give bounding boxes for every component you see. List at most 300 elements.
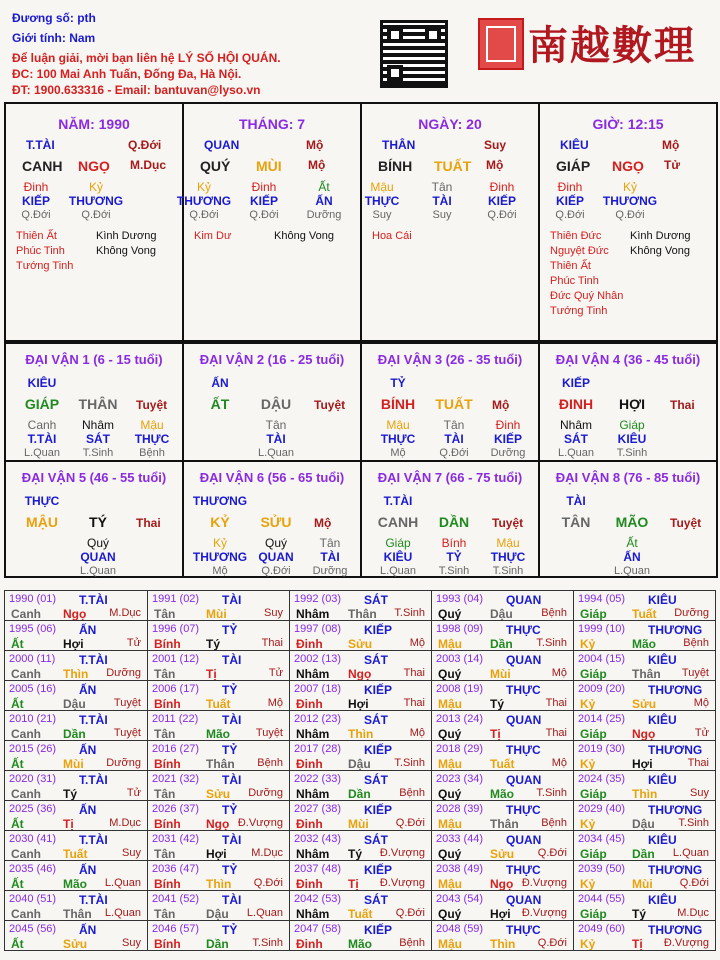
year-label: 2029 (40) — [578, 803, 626, 815]
hidden-stem: Mậu — [140, 418, 164, 432]
earthly-branch: Mùi — [63, 757, 84, 771]
hidden-ten-god: TÀI — [432, 194, 452, 208]
contact: ĐT: 1900.633316 - Email: bantuvan@lyso.vn — [12, 83, 261, 97]
earthly-branch: Tý — [348, 847, 363, 861]
heavenly-stem: Đinh — [296, 817, 323, 831]
address: ĐC: 100 Mai Anh Tuấn, Đống Đa, Hà Nội. — [12, 67, 242, 81]
pillar-title: GIỜ: 12:15 — [592, 116, 664, 132]
earthly-branch: Dần — [632, 847, 655, 861]
year-cell[interactable] — [431, 830, 574, 861]
owner-name: Đương số: pth — [12, 11, 96, 25]
year-cell[interactable] — [4, 650, 148, 681]
ten-god-star: ẤN — [79, 923, 97, 937]
year-cell[interactable] — [573, 890, 716, 921]
year-label: 2027 (38) — [294, 803, 342, 815]
dai-van-cell[interactable] — [182, 460, 362, 578]
year-cell[interactable] — [289, 770, 432, 801]
shen-sha: Đức Quý Nhân — [550, 290, 624, 302]
earthly-branch: Mão — [63, 877, 87, 891]
ten-god-star: TỶ — [390, 376, 406, 390]
hidden-stem: Kỷ — [196, 180, 212, 194]
life-stage: Thai — [136, 516, 161, 530]
hidden-stage: Q.Đới — [81, 209, 111, 221]
life-stage: Mộ — [409, 637, 425, 649]
year-label: 1997 (08) — [294, 623, 342, 635]
heavenly-stem: Nhâm — [296, 607, 330, 621]
year-cell[interactable] — [573, 860, 716, 891]
ten-god-star: KIẾP — [364, 743, 393, 757]
hidden-ten-god: THƯƠNG — [176, 194, 232, 208]
life-stage: L.Quan — [104, 877, 141, 889]
ten-god-star: KIÊU — [648, 833, 677, 847]
year-label: 1992 (03) — [294, 593, 342, 605]
year-label: 2001 (12) — [152, 653, 200, 665]
dai-van-cell[interactable] — [360, 460, 540, 578]
heavenly-stem: Tân — [154, 607, 176, 621]
hidden-stage: Mộ — [390, 447, 406, 459]
hidden-stem: Tân — [443, 418, 465, 432]
heavenly-stem: Tân — [154, 727, 176, 741]
year-label: 2025 (36) — [9, 803, 57, 815]
ten-god-star: TÀI — [222, 653, 242, 667]
heavenly-stem: Bính — [154, 817, 181, 831]
hidden-stem: Nhâm — [81, 418, 115, 432]
year-cell[interactable] — [4, 830, 148, 861]
ten-god-star: TỶ — [222, 803, 238, 817]
ten-god-star: THÂN — [382, 138, 416, 152]
year-cell[interactable] — [431, 860, 574, 891]
hidden-ten-god: QUAN — [258, 550, 294, 564]
hidden-stage: Q.Đới — [555, 209, 585, 221]
year-label: 2008 (19) — [436, 683, 484, 695]
year-label: 2005 (16) — [9, 683, 57, 695]
year-cell[interactable] — [573, 710, 716, 741]
heavenly-stem: Đinh — [296, 757, 323, 771]
hidden-ten-god: T.TÀI — [27, 432, 57, 446]
year-cell[interactable] — [573, 830, 716, 861]
year-cell[interactable] — [147, 620, 290, 651]
year-label: 1996 (07) — [152, 623, 200, 635]
year-cell[interactable] — [4, 860, 148, 891]
year-cell[interactable] — [431, 920, 574, 951]
earthly-branch: Thìn — [348, 727, 374, 741]
hidden-ten-god: THỰC — [134, 432, 170, 446]
year-cell[interactable] — [289, 830, 432, 861]
hidden-ten-god: KIẾP — [493, 432, 523, 446]
ten-god-star: TỶ — [222, 743, 238, 757]
year-cell[interactable] — [431, 590, 574, 621]
heavenly-stem: Giáp — [580, 907, 607, 921]
hidden-ten-god: KIÊU — [383, 550, 413, 564]
year-cell[interactable] — [431, 620, 574, 651]
earthly-branch: Tý — [63, 787, 78, 801]
year-cell[interactable] — [431, 800, 574, 831]
heavenly-stem: Mậu — [438, 877, 462, 891]
dai-van-title: ĐẠI VẬN 8 (76 - 85 tuổi) — [555, 470, 701, 485]
year-cell[interactable] — [573, 620, 716, 651]
ten-god-star: ẤN — [79, 623, 97, 637]
earthly-branch: Hợi — [63, 637, 84, 651]
hidden-stage: L.Quan — [257, 447, 295, 459]
earthly-branch: Thìn — [632, 787, 658, 801]
ten-god-star: KIÊU — [648, 893, 677, 907]
ten-god-star: QUAN — [506, 713, 542, 727]
ten-god-star: KIẾP — [364, 683, 393, 697]
year-cell[interactable] — [147, 830, 290, 861]
hidden-ten-god: THỰC — [380, 432, 416, 446]
heavenly-stem: Canh — [11, 787, 41, 801]
life-stage: M.Dục — [677, 907, 709, 919]
heavenly-stem: ẤT — [210, 396, 230, 412]
year-cell[interactable] — [289, 800, 432, 831]
dai-van-cell[interactable] — [4, 342, 184, 462]
year-label: 2011 (22) — [152, 713, 199, 725]
year-cell[interactable] — [573, 770, 716, 801]
earthly-branch: Ngọ — [348, 667, 372, 681]
year-cell[interactable] — [147, 920, 290, 951]
hidden-ten-god: SÁT — [564, 432, 588, 446]
hidden-ten-god: TỶ — [446, 550, 462, 564]
ten-god-star: KIẾP — [561, 376, 591, 390]
ten-god-star: T.TÀI — [79, 713, 108, 727]
year-cell[interactable] — [573, 800, 716, 831]
earthly-branch: NGỌ — [612, 158, 644, 174]
year-cell[interactable] — [147, 860, 290, 891]
shen-sha: Không Vong — [274, 230, 334, 242]
heavenly-stem: Canh — [11, 847, 41, 861]
earthly-branch: Tị — [632, 937, 643, 951]
year-cell[interactable] — [4, 770, 148, 801]
heavenly-stem: Bính — [154, 937, 181, 951]
year-cell[interactable] — [289, 740, 432, 771]
year-cell[interactable] — [289, 890, 432, 921]
earthly-branch: TUẤT — [435, 396, 473, 412]
earthly-branch: Mùi — [206, 607, 227, 621]
dai-van-cell[interactable] — [538, 460, 718, 578]
hidden-stage: Q.Đới — [21, 209, 51, 221]
earthly-branch: Mão — [490, 787, 514, 801]
hidden-stem: Tân — [265, 418, 287, 432]
ten-god-star: THƯƠNG — [648, 923, 703, 937]
hidden-stem: Đinh — [495, 418, 521, 432]
heavenly-stem: Ất — [11, 817, 24, 831]
year-label: 2043 (54) — [436, 893, 484, 905]
qr-code-icon[interactable] — [380, 20, 448, 88]
ten-god-star: T.TÀI — [383, 494, 413, 508]
shen-sha: Hoa Cái — [372, 230, 412, 242]
ten-god-star: KIÊU — [648, 593, 677, 607]
ten-god-star: T.TÀI — [79, 593, 108, 607]
earthly-branch: Mùi — [490, 667, 511, 681]
shen-sha: Kình Dương — [96, 230, 157, 242]
ten-god-star: QUAN — [506, 593, 542, 607]
heavenly-stem: Nhâm — [296, 727, 330, 741]
life-stage: Thai — [545, 697, 567, 709]
year-cell[interactable] — [147, 710, 290, 741]
hidden-ten-god: THƯƠNG — [192, 550, 248, 564]
year-label: 2037 (48) — [294, 863, 342, 875]
heavenly-stem: Tân — [154, 787, 176, 801]
life-stage: Suy — [690, 787, 709, 799]
year-cell[interactable] — [4, 590, 148, 621]
life-stage: L.Quan — [104, 907, 141, 919]
year-cell[interactable] — [4, 740, 148, 771]
hidden-ten-god: TÀI — [266, 432, 286, 446]
life-stage: Mộ — [409, 727, 425, 739]
year-cell[interactable] — [289, 680, 432, 711]
year-cell[interactable] — [431, 740, 574, 771]
life-stage: Dưỡng — [248, 787, 283, 799]
year-cell[interactable] — [573, 650, 716, 681]
year-cell[interactable] — [147, 890, 290, 921]
hidden-ten-god: KIẾP — [249, 194, 279, 208]
heavenly-stem: Quý — [438, 787, 462, 801]
year-cell[interactable] — [431, 890, 574, 921]
ten-god-star: SÁT — [364, 893, 388, 907]
earthly-branch: Sửu — [348, 637, 373, 651]
year-cell[interactable] — [4, 920, 148, 951]
year-cell[interactable] — [289, 860, 432, 891]
ten-god-star: KIÊU — [648, 773, 677, 787]
year-cell[interactable] — [431, 680, 574, 711]
shen-sha: Tướng Tinh — [550, 305, 608, 317]
heavenly-stem: Nhâm — [296, 847, 330, 861]
year-label: 2004 (15) — [578, 653, 626, 665]
shen-sha: Phúc Tinh — [550, 275, 599, 287]
year-cell[interactable] — [147, 800, 290, 831]
year-cell[interactable] — [289, 920, 432, 951]
year-label: 2013 (24) — [436, 713, 484, 725]
year-cell[interactable] — [573, 680, 716, 711]
life-stage: Tuyệt — [670, 516, 702, 530]
hidden-stage: L.Quan — [379, 565, 417, 577]
hidden-stem: Ất — [318, 180, 330, 194]
heavenly-stem: BÍNH — [380, 396, 416, 412]
ten-god-right: Mộ — [662, 138, 680, 152]
hidden-stem: Giáp — [385, 536, 411, 550]
ten-god-star: TÀI — [222, 893, 242, 907]
heavenly-stem: Giáp — [580, 787, 607, 801]
year-cell[interactable] — [4, 800, 148, 831]
hidden-stage: Q.Đới — [615, 209, 645, 221]
life-stage: Mộ — [267, 697, 283, 709]
life-stage: Mộ — [551, 757, 567, 769]
ten-god-star: THỰC — [506, 923, 541, 937]
shen-sha: Kình Dương — [630, 230, 691, 242]
pillar-title: THÁNG: 7 — [238, 116, 306, 132]
earthly-branch: Thìn — [63, 667, 89, 681]
year-label: 1990 (01) — [9, 593, 57, 605]
heavenly-stem: Nhâm — [296, 667, 330, 681]
ten-god-right: Suy — [484, 138, 507, 152]
hidden-stem: Bính — [441, 536, 467, 550]
hidden-stem: Mậu — [370, 180, 394, 194]
pillar-cell — [176, 102, 362, 342]
ten-god-star: QUAN — [506, 893, 542, 907]
shen-sha: Tướng Tinh — [16, 260, 74, 272]
heavenly-stem: Đinh — [296, 877, 323, 891]
hidden-stage: L.Quan — [613, 565, 651, 577]
year-cell[interactable] — [4, 890, 148, 921]
life-stage: Suy — [122, 847, 141, 859]
dai-van-cell[interactable] — [182, 342, 362, 462]
hidden-ten-god: THỰC — [364, 194, 400, 208]
earthly-branch: Thân — [490, 817, 519, 831]
year-cell[interactable] — [431, 710, 574, 741]
earthly-branch: HỢI — [619, 396, 645, 412]
gender: Giới tính: Nam — [12, 31, 96, 45]
year-cell[interactable] — [573, 920, 716, 951]
year-label: 2048 (59) — [436, 923, 484, 935]
life-stage: Tử — [664, 158, 681, 172]
shen-sha: Phúc Tinh — [16, 245, 65, 257]
life-stage: Thai — [403, 697, 425, 709]
earthly-branch: Tý — [206, 637, 221, 651]
earthly-branch: Tuất — [632, 607, 657, 621]
year-cell[interactable] — [147, 740, 290, 771]
year-label: 2018 (29) — [436, 743, 484, 755]
life-stage: Tử — [126, 787, 141, 799]
heavenly-stem: Mậu — [438, 817, 462, 831]
life-stage: Bệnh — [541, 817, 567, 829]
earthly-branch: Tuất — [63, 847, 88, 861]
hidden-ten-god: SÁT — [86, 432, 110, 446]
ten-god-star: SÁT — [364, 713, 388, 727]
earthly-branch: TÝ — [89, 514, 107, 530]
ten-god-star: QUAN — [506, 773, 542, 787]
life-stage: Bệnh — [541, 607, 567, 619]
earthly-branch: Tuất — [348, 907, 373, 921]
ten-god-star: TỶ — [222, 683, 238, 697]
ten-god-star: TÀI — [222, 713, 242, 727]
logo-text: 南越數理 — [528, 22, 696, 69]
heavenly-stem: Kỷ — [580, 817, 596, 831]
life-stage: Tuyệt — [113, 697, 141, 709]
year-cell[interactable] — [4, 620, 148, 651]
year-cell[interactable] — [289, 710, 432, 741]
hidden-stem: Giáp — [619, 418, 645, 432]
heavenly-stem: Nhâm — [296, 787, 330, 801]
earthly-branch: Tị — [490, 727, 501, 741]
year-label: 2015 (26) — [9, 743, 57, 755]
heavenly-stem: Mậu — [438, 757, 462, 771]
ten-god-star: TỶ — [222, 923, 238, 937]
hidden-stage: T.Sinh — [616, 447, 648, 459]
heavenly-stem: Mậu — [438, 697, 462, 711]
year-cell[interactable] — [573, 590, 716, 621]
pillar-title: NĂM: 1990 — [58, 116, 130, 132]
hidden-ten-god: THƯƠNG — [602, 194, 658, 208]
heavenly-stem: Ất — [11, 757, 24, 771]
year-cell[interactable] — [147, 590, 290, 621]
life-stage: Thai — [261, 637, 283, 649]
ten-god-star: TÀI — [222, 593, 242, 607]
hidden-stem: Quý — [86, 536, 110, 550]
life-stage: Mộ — [551, 667, 567, 679]
year-cell[interactable] — [289, 620, 432, 651]
year-label: 2002 (13) — [294, 653, 342, 665]
year-cell[interactable] — [147, 650, 290, 681]
year-label: 2028 (39) — [436, 803, 484, 815]
hidden-stem: Mậu — [386, 418, 410, 432]
life-stage: T.Sinh — [394, 607, 425, 619]
year-label: 2009 (20) — [578, 683, 626, 695]
heavenly-stem: Kỷ — [580, 877, 596, 891]
earthly-branch: MÙI — [256, 158, 282, 174]
life-stage: Thai — [545, 727, 567, 739]
earthly-branch: NGỌ — [78, 158, 110, 174]
earthly-branch: Sửu — [206, 787, 231, 801]
shen-sha: Thiên Ất — [16, 230, 57, 242]
life-stage: T.Sinh — [536, 787, 567, 799]
year-cell[interactable] — [573, 740, 716, 771]
earthly-branch: DẦN — [438, 514, 470, 530]
life-stage: Đ.Vượng — [663, 937, 709, 949]
heavenly-stem: Giáp — [580, 727, 607, 741]
heavenly-stem: Tân — [154, 667, 176, 681]
life-stage: Mộ — [486, 158, 504, 172]
year-label: 1993 (04) — [436, 593, 484, 605]
year-cell[interactable] — [289, 650, 432, 681]
ten-god-star: SÁT — [364, 593, 388, 607]
year-label: 2014 (25) — [578, 713, 626, 725]
year-cell[interactable] — [431, 650, 574, 681]
earthly-branch: Tuất — [206, 697, 231, 711]
dai-van-cell[interactable] — [538, 342, 718, 462]
year-label: 1999 (10) — [578, 623, 626, 635]
life-stage: Tử — [268, 667, 283, 679]
life-stage: T.Sinh — [252, 937, 283, 949]
heavenly-stem: GIÁP — [24, 396, 60, 412]
life-stage: T.Sinh — [394, 757, 425, 769]
year-cell[interactable] — [147, 680, 290, 711]
dai-van-cell[interactable] — [4, 460, 184, 578]
life-stage: Đ.Vượng — [379, 877, 425, 889]
ten-god-star: ẤN — [79, 743, 97, 757]
year-cell[interactable] — [4, 710, 148, 741]
heavenly-stem: Giáp — [580, 667, 607, 681]
heavenly-stem: CANH — [377, 514, 419, 530]
year-label: 2044 (55) — [578, 893, 626, 905]
dai-van-cell[interactable] — [360, 342, 540, 462]
life-stage: Tử — [694, 727, 709, 739]
year-cell[interactable] — [147, 770, 290, 801]
year-label: 2032 (43) — [294, 833, 342, 845]
heavenly-stem: Mậu — [438, 937, 462, 951]
heavenly-stem: Canh — [11, 607, 41, 621]
shen-sha: Không Vong — [96, 245, 156, 257]
life-stage: Mộ — [492, 398, 510, 412]
heavenly-stem: Bính — [154, 757, 181, 771]
life-stage: Q.Đới — [537, 847, 567, 859]
year-cell[interactable] — [4, 680, 148, 711]
hidden-ten-god: KIẾP — [487, 194, 517, 208]
hidden-stem: Đinh — [489, 180, 515, 194]
heavenly-stem: Mậu — [438, 637, 462, 651]
year-cell[interactable] — [289, 590, 432, 621]
year-label: 2046 (57) — [152, 923, 200, 935]
earthly-branch: Hợi — [348, 697, 369, 711]
ten-god-star: KIÊU — [27, 376, 57, 390]
heavenly-stem: MẬU — [26, 514, 58, 530]
year-cell[interactable] — [431, 770, 574, 801]
shen-sha: Không Vong — [630, 245, 690, 257]
hidden-stem: Tân — [319, 536, 341, 550]
year-label: 2023 (34) — [436, 773, 484, 785]
life-stage: Tuyệt — [113, 727, 141, 739]
hidden-stage: Q.Đới — [189, 209, 219, 221]
year-label: 2024 (35) — [578, 773, 626, 785]
